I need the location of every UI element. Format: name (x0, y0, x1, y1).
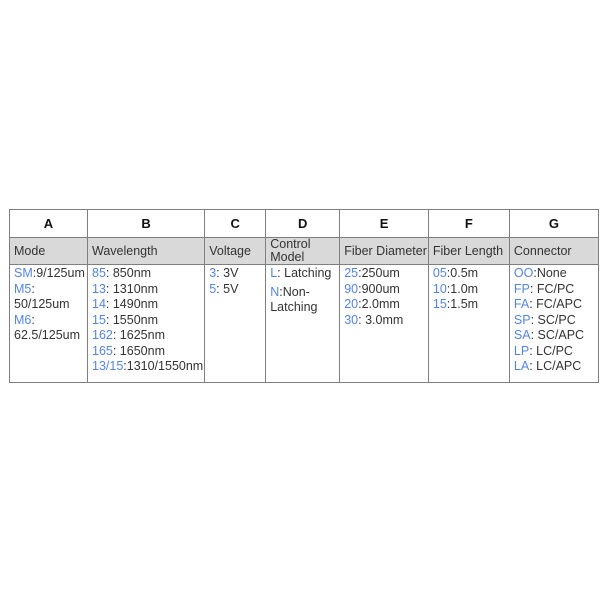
option-code: SM (14, 266, 33, 280)
column-label-E (340, 238, 429, 265)
option-line (14, 266, 86, 282)
option-value: : SC/PC (530, 312, 576, 327)
column-label-D (266, 238, 340, 265)
option-code: 20 (344, 297, 359, 311)
option-line (92, 328, 203, 344)
option-code: FA (513, 297, 530, 311)
option-value: : 850nm (105, 266, 152, 280)
option-value: : Latching (277, 266, 332, 280)
option-value: :Non- (279, 284, 310, 299)
option-value: : 5V (216, 281, 239, 296)
option-line (344, 313, 427, 329)
option-code: 5 (209, 281, 217, 296)
column-letters-row (10, 210, 599, 238)
option-code: 85 (92, 266, 106, 280)
option-line (14, 313, 86, 329)
option-value: : SC/APC (530, 328, 585, 342)
option-line (514, 266, 597, 282)
option-value: : 1650nm (112, 343, 165, 358)
option-value: :None (533, 266, 567, 280)
option-code: OO (513, 266, 534, 280)
option-code: 162 (92, 328, 113, 342)
option-value: :1.5m (446, 297, 479, 311)
option-code: SA (513, 328, 531, 342)
option-value: :1310/1550nm (123, 359, 204, 373)
option-code: 13 (92, 281, 106, 296)
ordering-code-spec-table (9, 209, 599, 383)
column-options-E (340, 265, 429, 383)
column-options-C (205, 265, 266, 383)
option-line (344, 282, 427, 298)
option-code: 14 (92, 297, 106, 311)
option-value: : 1625nm (112, 328, 165, 342)
column-options-B (88, 265, 205, 383)
option-code: SP (513, 312, 531, 327)
option-value: : 1550nm (105, 312, 159, 327)
option-line (514, 359, 597, 375)
option-line (433, 282, 508, 298)
option-code: 3 (209, 266, 217, 280)
column-label-text: Voltage (209, 243, 251, 258)
column-letter-D: D (266, 210, 340, 238)
column-options-A (10, 265, 88, 383)
option-value: : LC/PC (529, 343, 573, 358)
column-label-B (88, 238, 205, 265)
option-value: : FC/PC (529, 281, 575, 296)
option-code: FP (513, 281, 530, 296)
option-value: 50/125um (14, 297, 70, 311)
option-code: 15 (432, 297, 447, 311)
column-label-text: Control (270, 237, 311, 251)
option-line (514, 328, 597, 344)
option-value: : (31, 312, 35, 327)
column-label-text: Model (270, 250, 305, 264)
column-label-text: Fiber Diameter (344, 243, 427, 258)
option-line (433, 297, 508, 313)
option-line (514, 344, 597, 360)
column-label-F (428, 238, 509, 265)
option-line (14, 297, 86, 313)
option-line (514, 282, 597, 298)
column-label-G (509, 238, 598, 265)
column-data-row (10, 265, 599, 383)
column-label-text: Mode (14, 243, 46, 258)
option-line (344, 297, 427, 313)
option-value: 62.5/125um (14, 328, 81, 342)
option-line (209, 266, 264, 282)
option-line (514, 313, 597, 329)
option-code: 10 (432, 281, 447, 296)
option-line (92, 282, 203, 298)
column-options-F (428, 265, 509, 383)
option-line (92, 297, 203, 313)
option-line (209, 282, 264, 298)
option-code: M5 (14, 281, 32, 296)
column-label-text: Fiber Length (432, 243, 504, 258)
option-line (14, 282, 86, 298)
option-value: :250um (358, 266, 400, 280)
column-label-text: Wavelength (92, 243, 158, 258)
option-line (14, 328, 86, 344)
column-label-text: Connector (513, 243, 572, 258)
option-code: 165 (92, 343, 113, 358)
option-value: : 1310nm (105, 281, 159, 296)
option-code: L (270, 266, 278, 280)
column-letter-F: F (428, 210, 509, 238)
option-line (92, 313, 203, 329)
option-value: : 3V (216, 266, 239, 280)
option-line (92, 344, 203, 360)
column-letter-A: A (10, 210, 88, 238)
column-options-D (266, 265, 340, 383)
option-code: 90 (344, 281, 359, 296)
column-labels-row (10, 238, 599, 265)
column-label-C (205, 238, 266, 265)
option-value: :2.0mm (358, 297, 400, 311)
option-value: :1.0m (446, 281, 479, 296)
option-value: : (31, 281, 35, 296)
column-letter-B: B (88, 210, 205, 238)
column-letter-G: G (509, 210, 598, 238)
option-line (92, 359, 203, 375)
option-value: : FC/APC (529, 297, 582, 311)
option-code: 13/15 (92, 359, 124, 373)
option-code: 15 (92, 312, 106, 327)
option-code: LA (513, 359, 530, 373)
option-value: : 3.0mm (358, 312, 404, 327)
column-label-A (10, 238, 88, 265)
option-line (270, 266, 338, 282)
option-code: 05 (432, 266, 447, 280)
option-value: : 1490nm (105, 297, 159, 311)
option-line (270, 300, 338, 316)
option-value: :900um (358, 281, 400, 296)
option-value: :9/125um (32, 266, 85, 280)
option-code: N (270, 284, 280, 299)
column-letter-E: E (340, 210, 429, 238)
option-code: 25 (344, 266, 359, 280)
option-code: M6 (14, 312, 32, 327)
option-line (92, 266, 203, 282)
column-options-G (509, 265, 598, 383)
option-line (514, 297, 597, 313)
option-value: :0.5m (446, 266, 479, 280)
column-letter-C: C (205, 210, 266, 238)
option-line (344, 266, 427, 282)
option-line (270, 285, 338, 301)
option-value: : LC/APC (529, 359, 582, 373)
option-value: Latching (270, 300, 318, 314)
option-code: LP (513, 343, 530, 358)
option-code: 30 (344, 312, 359, 327)
option-line (433, 266, 508, 282)
